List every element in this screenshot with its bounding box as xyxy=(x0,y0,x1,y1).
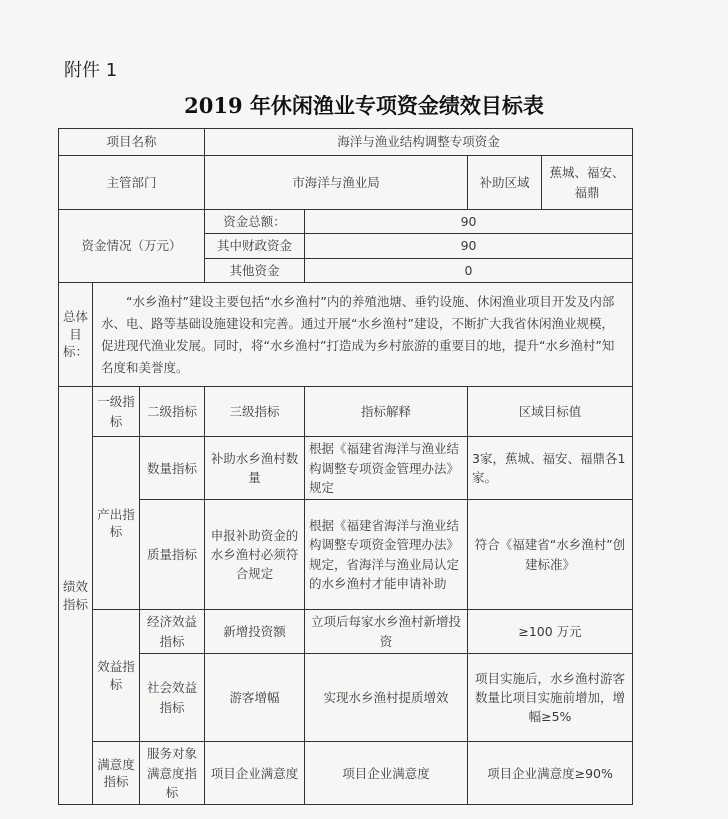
goal-text: “水乡渔村”建设主要包括“水乡渔村”内的养殖池塘、垂钓设施、休闲渔业项目开发及内部水、电、路等基础设施建设和完善。通过开展“水乡渔村”建设，不断扩大我省休闲渔业规模，促进现代渔业发展。同时，将“水乡渔村”打造成为乡村旅游的重要目的地，提升“水乡渔村”知名度和美誉度。 xyxy=(93,283,633,387)
header-target: 区域目标值 xyxy=(468,387,633,437)
level2-cell: 经济效益指标 xyxy=(140,610,205,654)
header-level1: 一级指标 xyxy=(93,387,140,437)
funds-row xyxy=(59,210,633,234)
funds-item-value: 90 xyxy=(305,234,633,258)
funds-item-value: 0 xyxy=(305,258,633,282)
project-name-value: 海洋与渔业结构调整专项资金 xyxy=(205,129,633,156)
explanation-cell: 根据《福建省海洋与渔业结构调整专项资金管理办法》规定 xyxy=(305,437,468,500)
project-row xyxy=(59,129,633,156)
funds-item-label: 其中财政资金 xyxy=(205,234,305,258)
funds-item-label: 资金总额： xyxy=(205,210,305,234)
level2-cell: 服务对象满意度指标 xyxy=(140,742,205,805)
level2-cell: 质量指标 xyxy=(140,500,205,610)
goal-label: 总体目标： xyxy=(59,283,93,387)
level3-cell: 项目企业满意度 xyxy=(205,742,305,805)
perf-row xyxy=(59,610,633,654)
level3-cell: 游客增幅 xyxy=(205,654,305,742)
group-output: 产出指标 xyxy=(93,437,140,610)
perf-row xyxy=(59,500,633,610)
header-level3: 三级指标 xyxy=(205,387,305,437)
target-cell: 项目实施后，水乡渔村游客数量比项目实施前增加，增幅≥5% xyxy=(468,654,633,742)
perf-row xyxy=(59,437,633,500)
header-level2: 二级指标 xyxy=(140,387,205,437)
level2-cell: 社会效益指标 xyxy=(140,654,205,742)
perf-row xyxy=(59,742,633,805)
group-benefit: 效益指标 xyxy=(93,610,140,742)
region-value: 蕉城、福安、福鼎 xyxy=(542,156,633,210)
group-satisfaction: 满意度指标 xyxy=(93,742,140,805)
level2-cell: 数量指标 xyxy=(140,437,205,500)
target-cell: 3家，蕉城、福安、福鼎各1家。 xyxy=(468,437,633,500)
goal-row xyxy=(59,283,633,387)
funds-item-label: 其他资金 xyxy=(205,258,305,282)
perf-row xyxy=(59,654,633,742)
perf-label: 绩效指标 xyxy=(59,387,93,805)
target-cell: 符合《福建省“水乡渔村”创建标准》 xyxy=(468,500,633,610)
level3-cell: 新增投资额 xyxy=(205,610,305,654)
performance-table xyxy=(58,128,633,805)
level3-cell: 申报补助资金的水乡渔村必须符合规定 xyxy=(205,500,305,610)
department-label: 主管部门 xyxy=(59,156,205,210)
attachment-label: 附件 1 xyxy=(64,60,118,81)
explanation-cell: 立项后每家水乡渔村新增投资 xyxy=(305,610,468,654)
project-name-label: 项目名称 xyxy=(59,129,205,156)
perf-header-row xyxy=(59,387,633,437)
level3-cell: 补助水乡渔村数量 xyxy=(205,437,305,500)
funds-item-value: 90 xyxy=(305,210,633,234)
header-explanation: 指标解释 xyxy=(305,387,468,437)
target-cell: ≥100 万元 xyxy=(468,610,633,654)
explanation-cell: 实现水乡渔村提质增效 xyxy=(305,654,468,742)
explanation-cell: 项目企业满意度 xyxy=(305,742,468,805)
department-value: 市海洋与渔业局 xyxy=(205,156,468,210)
explanation-cell: 根据《福建省海洋与渔业结构调整专项资金管理办法》规定，省海洋与渔业局认定的水乡渔村才能申请补助 xyxy=(305,500,468,610)
region-label: 补助区域 xyxy=(468,156,542,210)
page-title: 2019 年休闲渔业专项资金绩效目标表 xyxy=(184,93,544,118)
funds-label: 资金情况（万元） xyxy=(59,210,205,283)
department-row xyxy=(59,156,633,210)
target-cell: 项目企业满意度≥90% xyxy=(468,742,633,805)
